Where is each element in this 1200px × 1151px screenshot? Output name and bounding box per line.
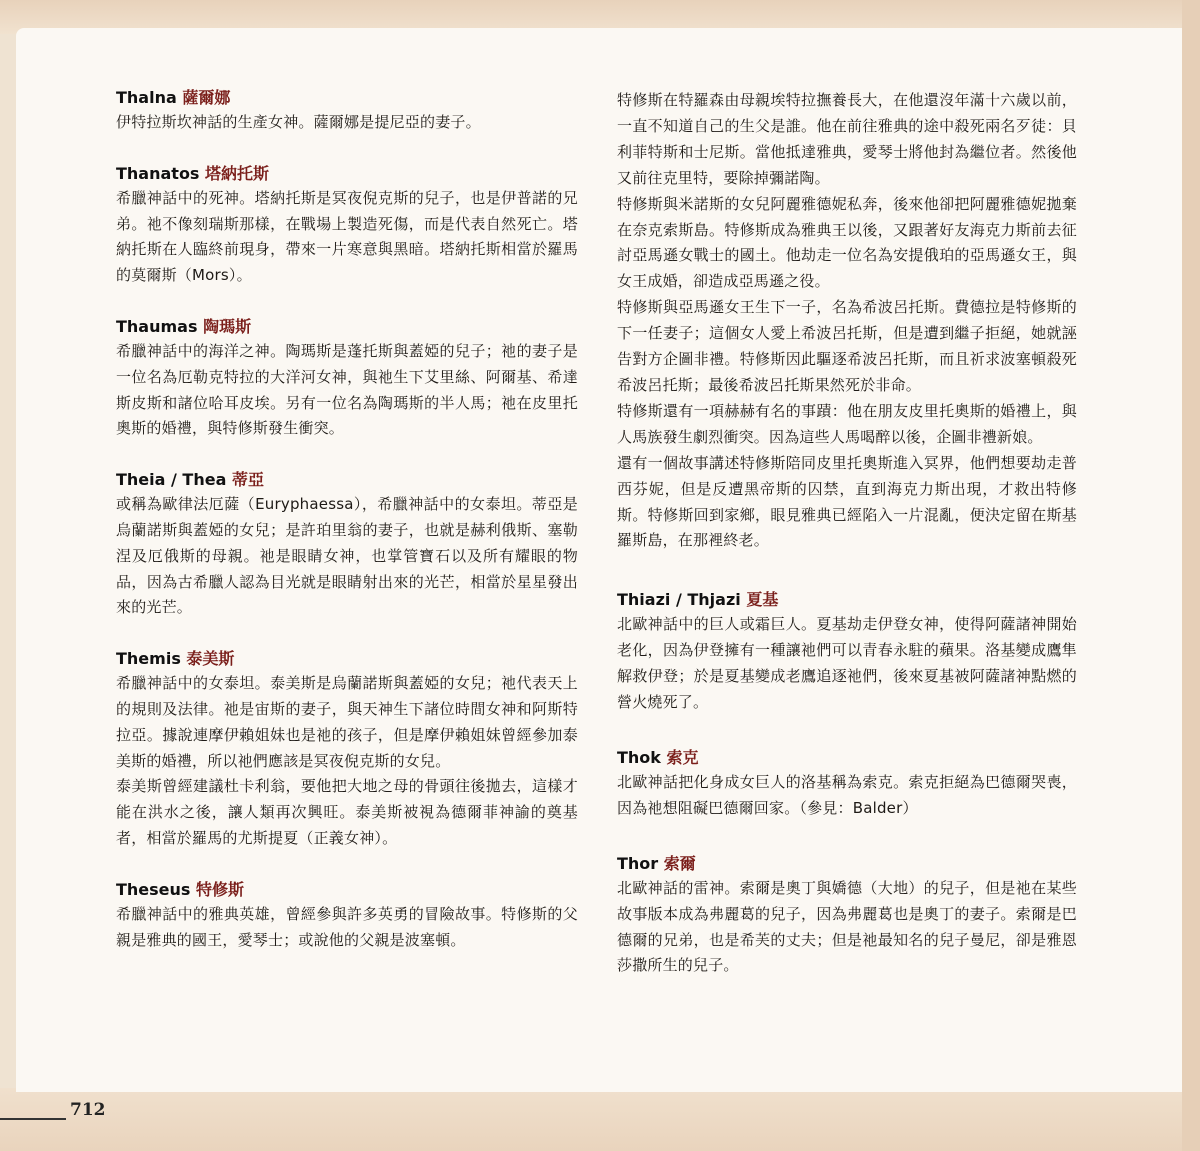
dictionary-entry [116,315,578,442]
entry-name-chinese: 塔納托斯 [205,163,270,183]
entry-body [617,770,1077,822]
page-number: 712 [70,1100,106,1120]
entry-name-chinese: 蒂亞 [231,470,264,490]
entry-paragraph: 泰美斯曾經建議杜卡利翁，要他把大地之母的骨頭往後拋去，這樣才能在洪水之後，讓人類再次興旺。泰美斯被視為德爾菲神諭的奠基者，相當於羅馬的尤斯提夏（正義女神）。 [116,777,578,847]
entry-body [617,88,1077,554]
entry-name-english: Themis [116,649,181,669]
entry-body [116,492,578,621]
entry-name-english: Thor [617,853,659,873]
entry-name-english: Thaumas [116,316,198,336]
entry-paragraph: 希臘神話中的海洋之神。陶瑪斯是蓬托斯與蓋婭的兒子；祂的妻子是一位名為厄勒克特拉的大洋河女神，與祂生下艾里絲、阿爾基、希達斯皮斯和諸位哈耳皮埃。另有一位名為陶瑪斯的半人馬；祂在皮里托奧斯的婚禮，與特修斯發生衝突。 [116,341,578,438]
entry-paragraph: 特修斯在特羅森由母親埃特拉撫養長大，在他還沒年滿十六歲以前，一直不知道自己的生父是誰。他在前往雅典的途中殺死兩名歹徒：貝利菲特斯和士尼斯。當他抵達雅典，愛琴士將他封為繼位者。然後他又前往克里特，要除掉彌諾陶。 [617,91,1077,187]
entry-heading [116,468,578,492]
entry-name-chinese: 薩爾娜 [182,88,231,107]
dictionary-entry [116,86,578,136]
dictionary-entry [617,588,1077,716]
entry-name-chinese: 泰美斯 [186,649,235,669]
entry-paragraph: 特修斯與米諾斯的女兒阿麗雅德妮私奔，後來他卻把阿麗雅德妮拋棄在奈克索斯島。特修斯成為雅典王以後，又跟著好友海克力斯前去征討亞馬遜女戰士的國土。他劫走一位名為安提俄珀的亞馬遜女王，與女王成婚，卻造成亞馬遜之役。 [617,194,1077,291]
entry-paragraph: 特修斯與亞馬遜女王生下一子，名為希波呂托斯。費德拉是特修斯的下一任妻子；這個女人愛上希波呂托斯，但是遭到繼子拒絕，她就誣告對方企圖非禮。特修斯因此驅逐希波呂托斯，而且祈求波塞頓殺死希波呂托斯；最後希波呂托斯果然死於非命。 [617,298,1077,394]
entry-heading [116,86,578,110]
entry-paragraph: 伊特拉斯坎神話的生產女神。薩爾娜是提尼亞的妻子。 [116,113,481,131]
entry-body [116,339,578,442]
entry-paragraph: 希臘神話中的雅典英雄，曾經參與許多英勇的冒險故事。特修斯的父親是雅典的國王，愛琴士；或說他的父親是波塞頓。 [116,904,578,949]
entry-paragraph: 希臘神話中的女泰坦。泰美斯是烏蘭諾斯與蓋婭的女兒；祂代表天上的規則及法律。祂是宙斯的妻子，與天神生下諸位時間女神和阿斯特拉亞。據說連摩伊賴姐妹也是祂的孩子，但是摩伊賴姐妹曾經參加泰美斯的婚禮，所以祂們應該是冥夜倪克斯的女兒。 [116,674,578,770]
dictionary-entry [617,746,1077,822]
entry-paragraph: 希臘神話中的死神。塔納托斯是冥夜倪克斯的兒子，也是伊普諾的兄弟。祂不像刻瑞斯那樣，在戰場上製造死傷，而是代表自然死亡。塔納托斯在人臨終前現身，帶來一片寒意與黑暗。塔納托斯相當於羅馬的莫爾斯（Mors）。 [116,188,578,285]
entry-heading [116,647,578,671]
entry-name-english: Thanatos [116,163,200,183]
entry-paragraph: 北歐神話中的巨人或霜巨人。夏基劫走伊登女神，使得阿薩諸神開始老化，因為伊登擁有一種讓祂們可以青春永駐的蘋果。洛基變成鷹隼解救伊登；於是夏基變成老鷹追逐祂們，後來夏基被阿薩諸神點燃的營火燒死了。 [617,615,1077,712]
entry-paragraph: 或稱為歐律法厄薩（Euryphaessa），希臘神話中的女泰坦。蒂亞是烏蘭諾斯與蓋婭的女兒；是許珀里翁的妻子，也就是赫利俄斯、塞勒涅及厄俄斯的母親。祂是眼睛女神，也掌管寶石以及所有耀眼的物品，因為古希臘人認為目光就是眼睛射出來的光芒，相當於星星發出來的光芒。 [116,495,578,617]
right-column [617,88,1077,979]
entry-heading [116,162,578,186]
entry-heading [116,878,578,902]
entry-heading [617,852,1077,876]
entry-name-chinese: 夏基 [746,590,779,610]
entry-heading [617,746,1077,770]
entry-name-chinese: 索爾 [663,853,696,873]
page-number-rule [0,1118,66,1120]
entry-paragraph: 北歐神話的雷神。索爾是奧丁與嬌德（大地）的兒子，但是祂在某些故事版本成為弗麗葛的兒子，因為弗麗葛也是奧丁的妻子。索爾是巴德爾的兄弟，也是希芙的丈夫；但是祂最知名的兒子曼尼，卻是雅恩莎撒所生的兒子。 [617,878,1077,975]
dictionary-entry [116,468,578,621]
entry-body [116,110,578,136]
entry-name-chinese: 陶瑪斯 [203,316,252,336]
entry-body [116,186,578,289]
page-edge-right [1182,0,1200,1151]
entry-name-english: Thiazi / Thjazi [617,590,741,610]
entry-name-english: Theia / Thea [116,470,227,490]
entry-body [116,671,578,852]
entry-name-chinese: 特修斯 [196,879,245,899]
dictionary-entry [116,162,578,289]
entry-paragraph: 北歐神話把化身成女巨人的洛基稱為索克。索克拒絕為巴德爾哭喪，因為祂想阻礙巴德爾回家。（參見：Balder） [617,772,1077,817]
entry-name-chinese: 索克 [666,747,699,767]
entry-heading [116,315,578,339]
dictionary-entry [116,647,578,852]
entry-body [617,876,1077,980]
dictionary-entry [617,88,1077,554]
entry-heading [617,588,1077,612]
entry-body [116,902,578,954]
entry-paragraph: 特修斯還有一項赫赫有名的事蹟：他在朋友皮里托奧斯的婚禮上，與人馬族發生劇烈衝突。因為這些人馬喝醉以後，企圖非禮新娘。 [617,401,1077,446]
page-edge-bottom [0,1088,1200,1151]
left-column [116,86,578,953]
entry-name-english: Theseus [116,879,191,899]
dictionary-entry [116,878,578,954]
dictionary-entry [617,852,1077,980]
entry-body [617,612,1077,716]
entry-name-english: Thalna [116,88,177,107]
entry-name-english: Thok [617,747,661,767]
entry-paragraph: 還有一個故事講述特修斯陪同皮里托奧斯進入冥界，他們想要劫走普西芬妮，但是反遭黑帝斯的囚禁，直到海克力斯出現，才救出特修斯。特修斯回到家鄉，眼見雅典已經陷入一片混亂，便決定留在斯基羅斯島，在那裡終老。 [617,453,1077,550]
